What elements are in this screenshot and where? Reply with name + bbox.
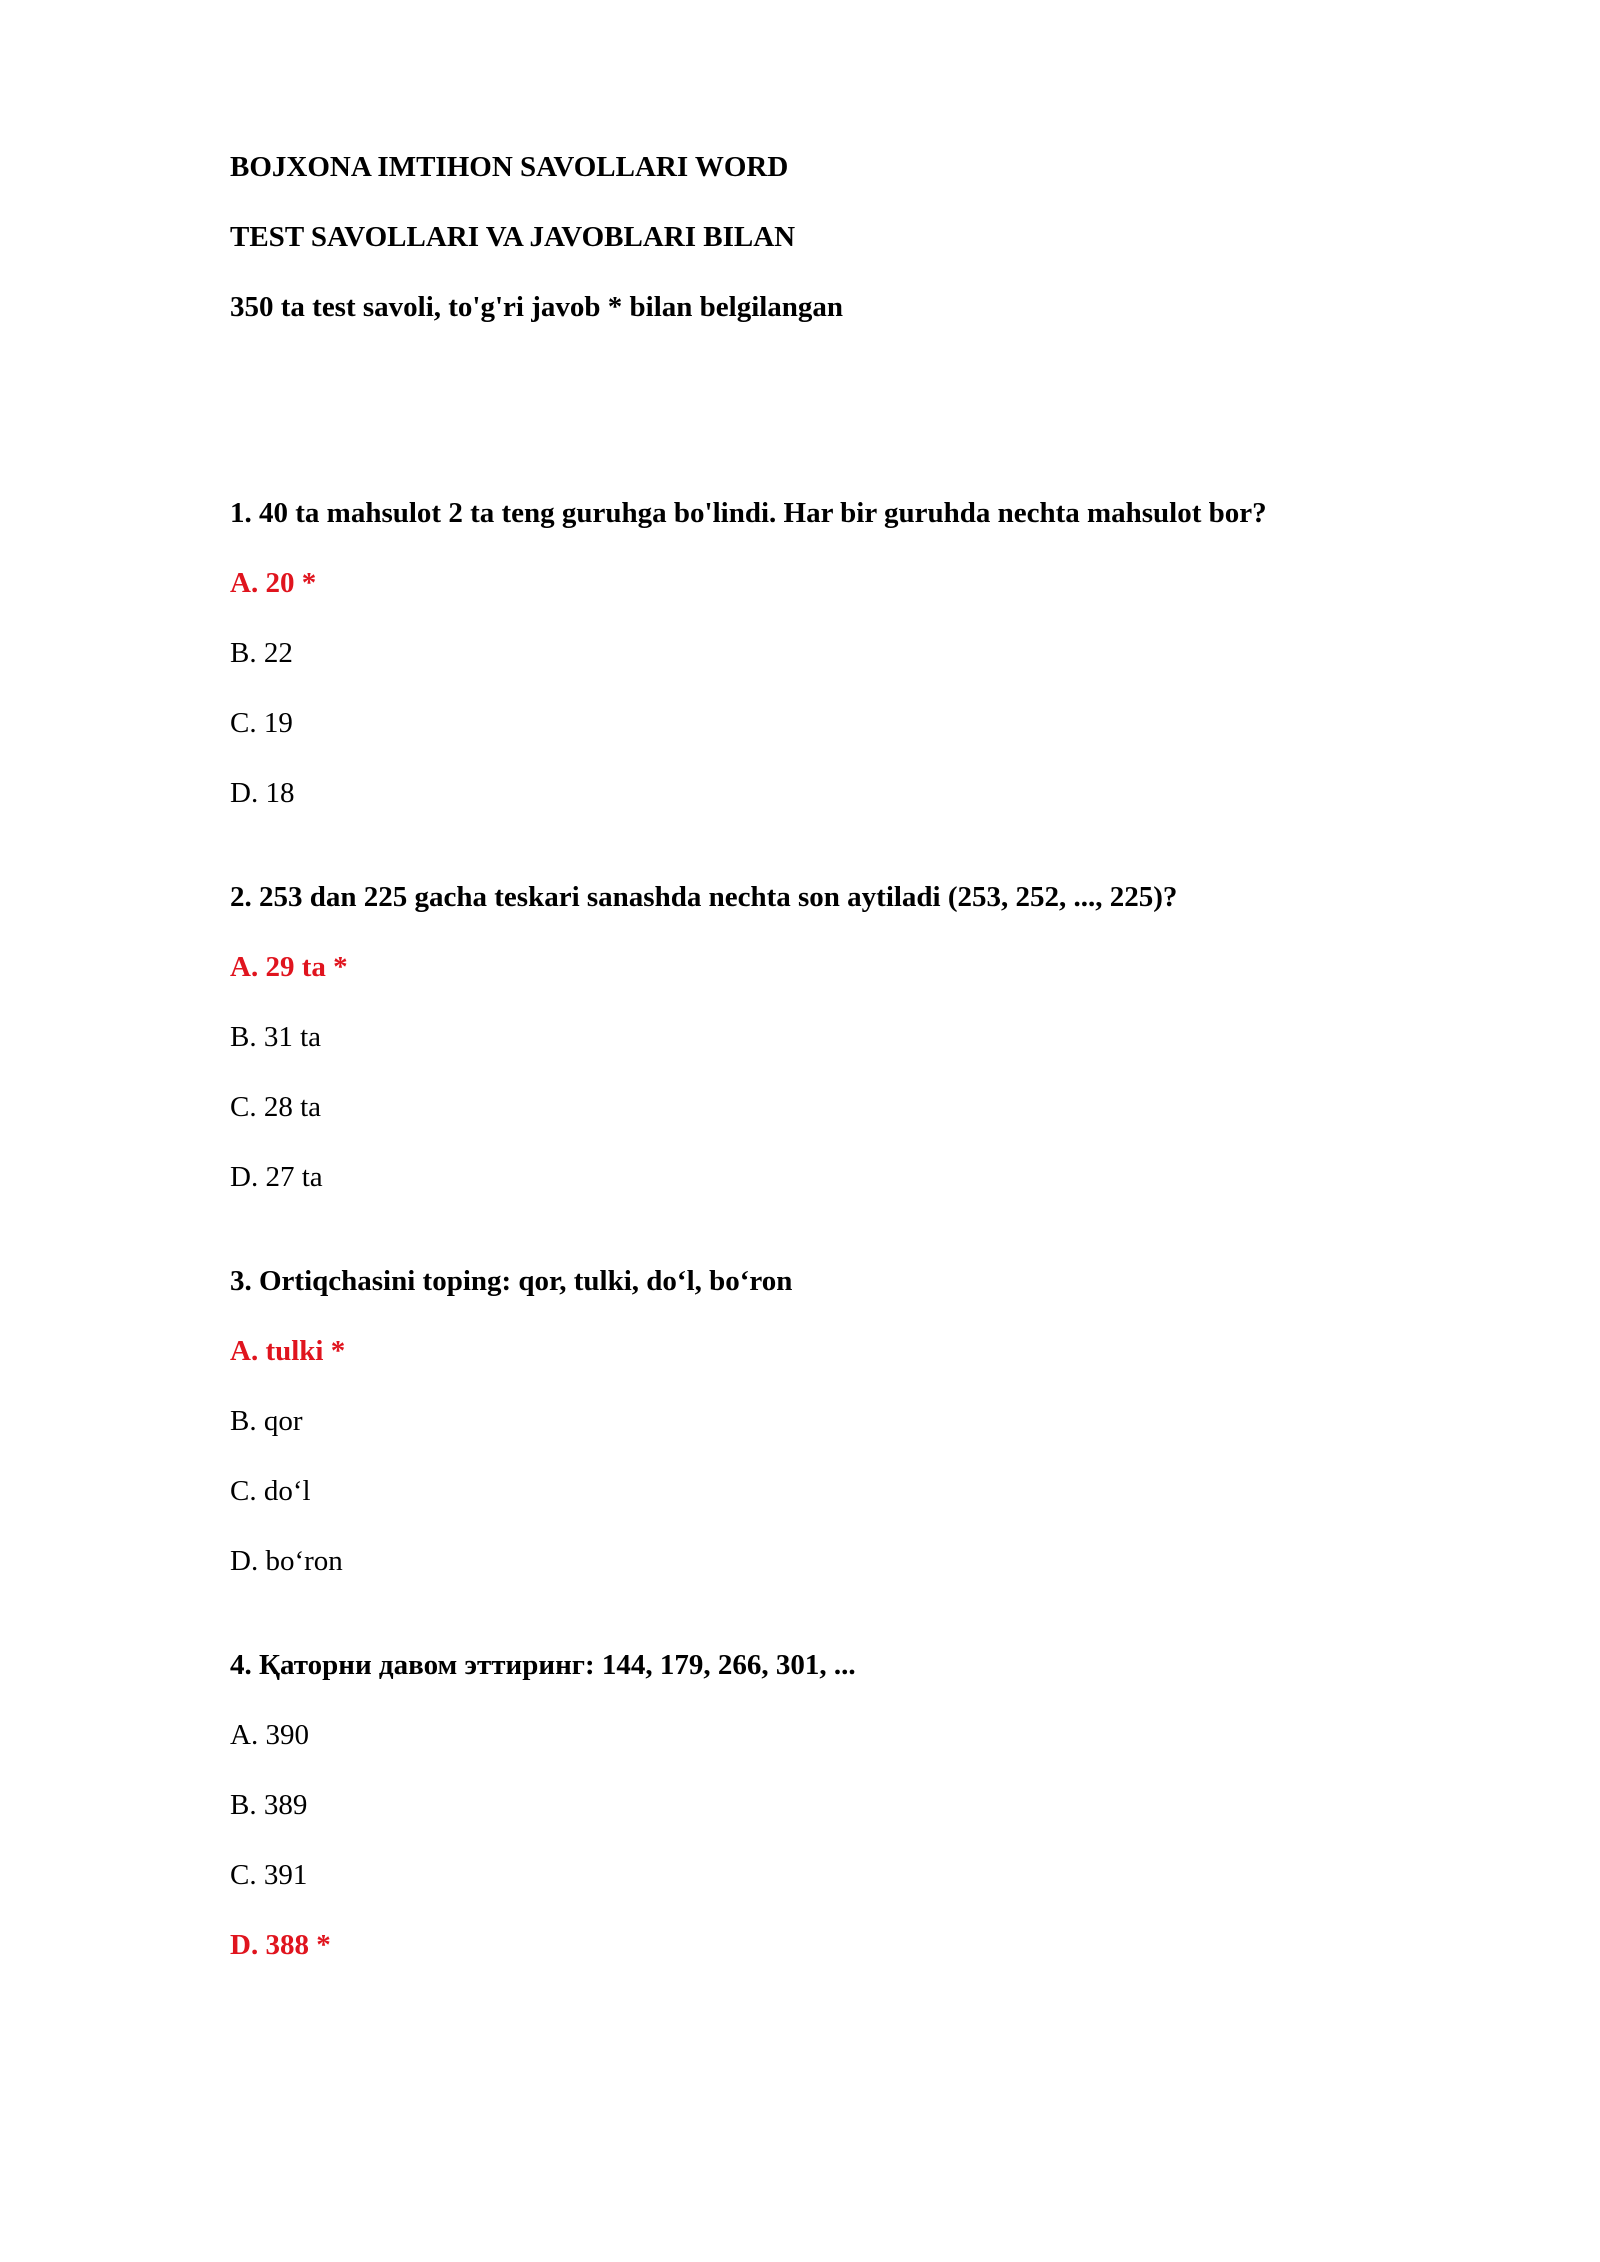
option-a: A. 390 (230, 1719, 309, 1751)
document-title: BOJXONA IMTIHON SAVOLLARI WORD (230, 151, 789, 183)
option-c: C. do‘l (230, 1475, 311, 1507)
option-d: D. 388 * (230, 1929, 331, 1961)
question-text: 3. Ortiqchasini toping: qor, tulki, do‘l, bo‘ron (230, 1265, 793, 1297)
option-b: B. 31 ta (230, 1021, 322, 1053)
option-d: D. 18 (230, 777, 295, 809)
option-b: B. qor (230, 1405, 303, 1437)
document-page (230, 150, 1470, 2032)
question-1 (230, 496, 1470, 810)
option-c: C. 19 (230, 707, 293, 739)
header-spacer (230, 360, 1470, 496)
question-4 (230, 1648, 1470, 1962)
option-a: A. 29 ta * (230, 951, 348, 983)
option-c: C. 28 ta (230, 1091, 322, 1123)
question-3 (230, 1264, 1470, 1578)
question-text: 4. Қаторни давом эттиринг: 144, 179, 266, 301, ... (230, 1649, 856, 1681)
document-subtitle: TEST SAVOLLARI VA JAVOBLARI BILAN (230, 221, 796, 253)
question-2 (230, 880, 1470, 1194)
option-a: A. 20 * (230, 567, 317, 599)
option-b: B. 22 (230, 637, 293, 669)
option-c: C. 391 (230, 1859, 308, 1891)
option-d: D. 27 ta (230, 1161, 323, 1193)
option-d: D. bo‘ron (230, 1545, 343, 1577)
document-note: 350 ta test savoli, to'g'ri javob * bilan belgilangan (230, 291, 844, 323)
option-b: B. 389 (230, 1789, 308, 1821)
question-text: 1. 40 ta mahsulot 2 ta teng guruhga bo'lindi. Har bir guruhda nechta mahsulot bor? (230, 497, 1267, 529)
question-text: 2. 253 dan 225 gacha teskari sanashda nechta son aytiladi (253, 252, ..., 225)? (230, 881, 1178, 913)
option-a: A. tulki * (230, 1335, 346, 1367)
